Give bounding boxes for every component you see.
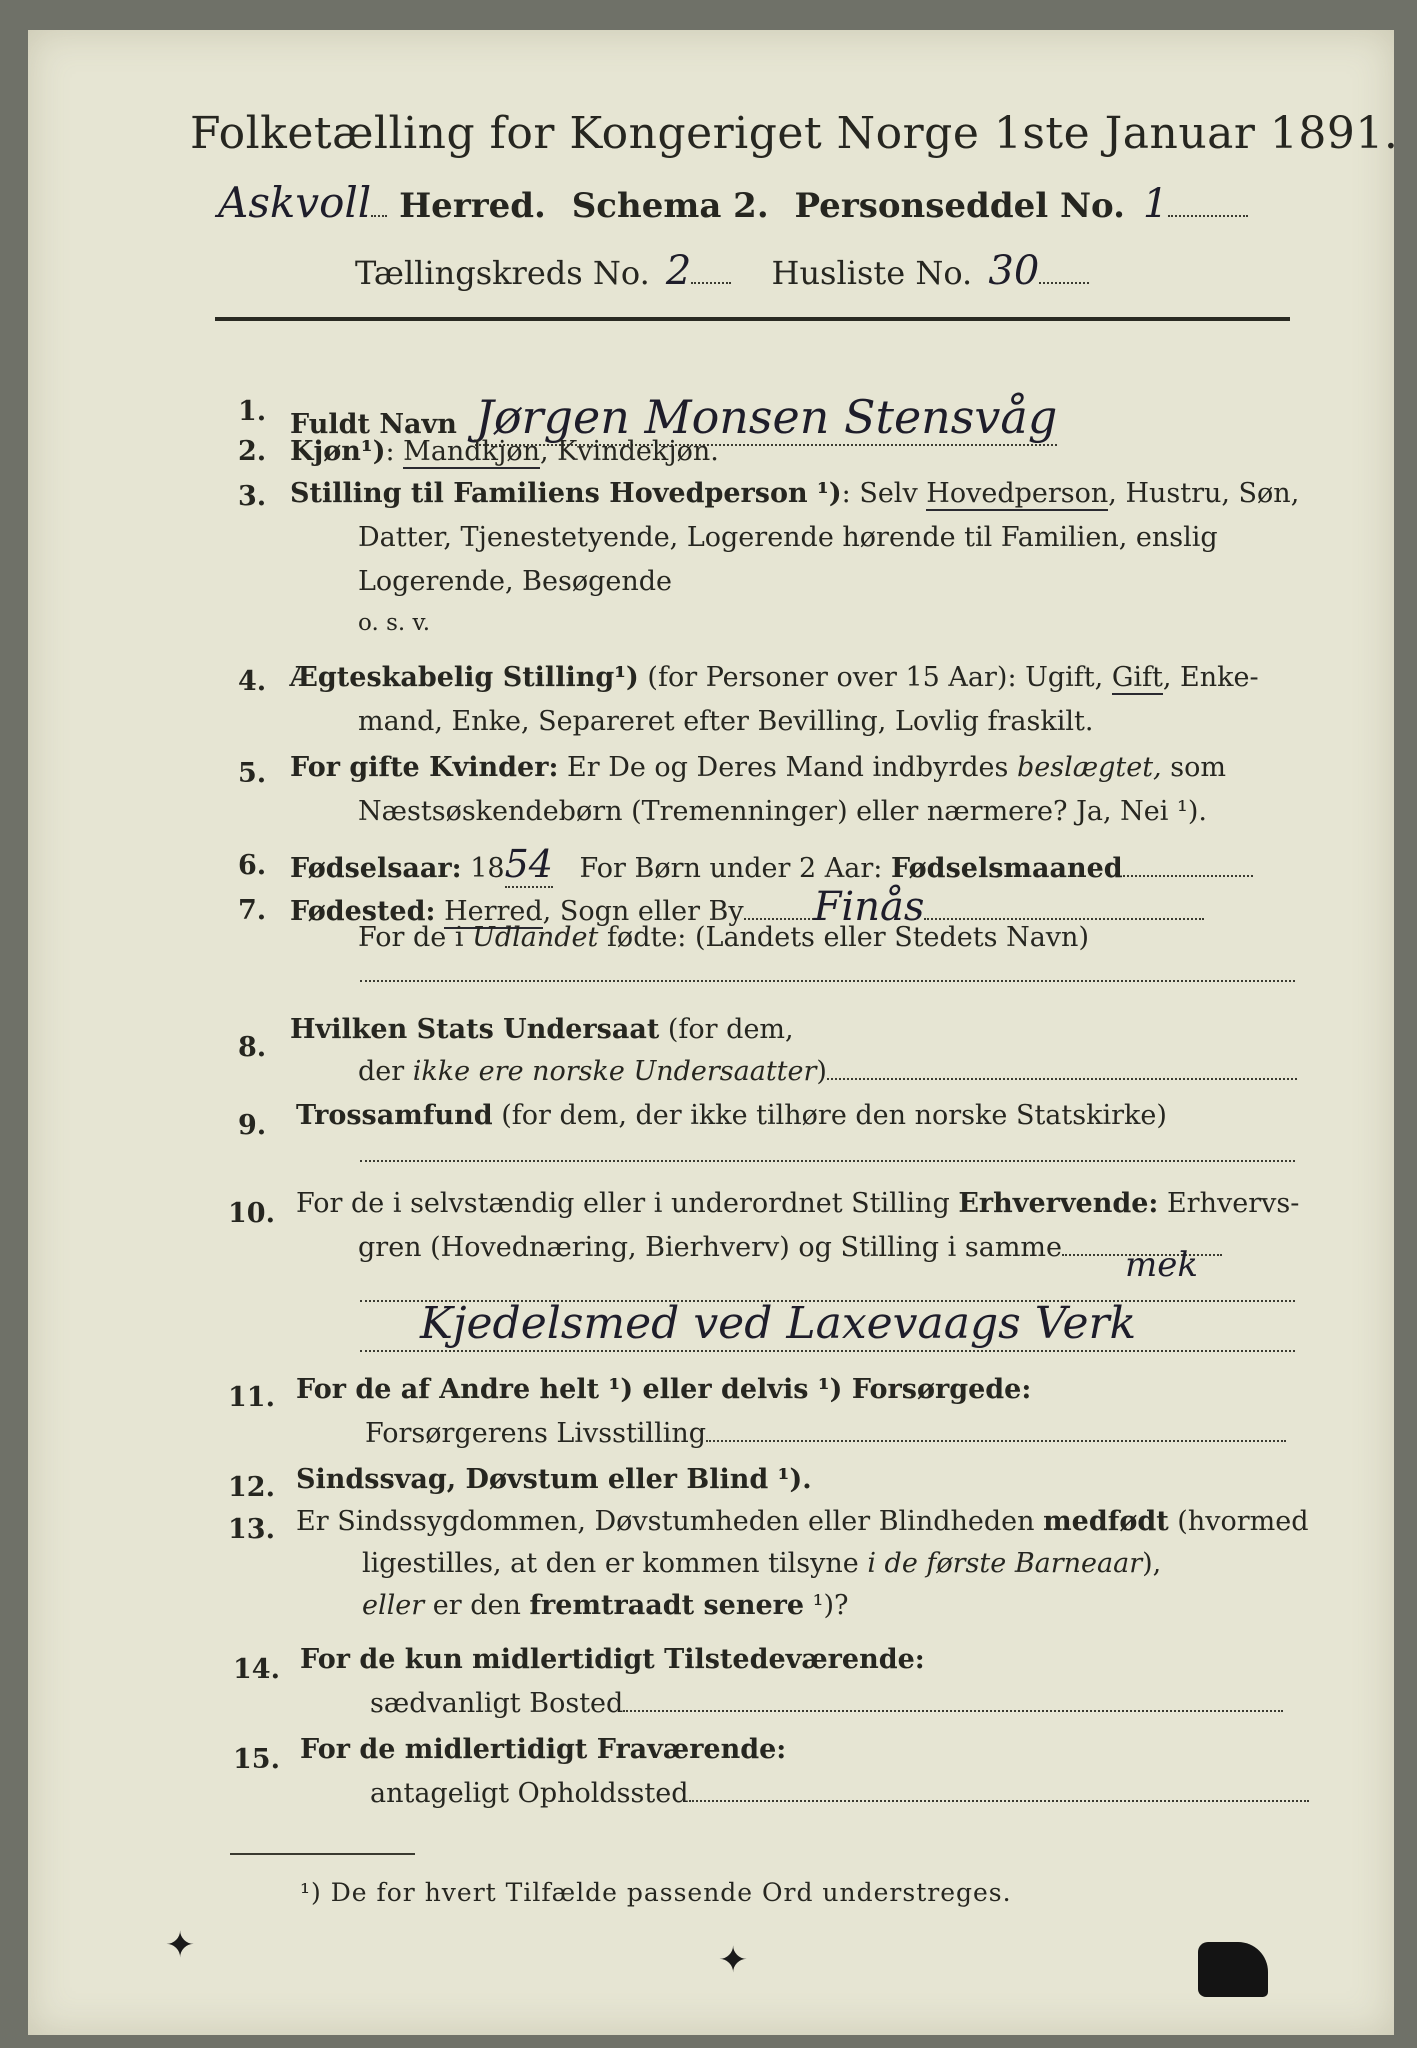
item-number: 10. <box>228 1198 275 1229</box>
full-name-label: Fuldt Navn <box>290 409 457 440</box>
fodselsaar-value: 54 <box>504 842 553 886</box>
gifte-kvinder-line2: Næstsøskendebørn (Tremenninger) eller nærmere? Ja, Nei ¹). <box>358 796 1207 827</box>
header-rule <box>215 317 1290 321</box>
tilstede-label: For de kun midlertidigt Tilstedeværende: <box>300 1644 925 1675</box>
undersaat-text: (for dem, <box>667 1014 794 1045</box>
item-aegteskab-line1: Ægteskabelig Stilling¹) (for Personer over 15 Aar): Ugift, Gift, Enke- <box>290 662 1259 693</box>
item-gifte-kvinder-line1 <box>290 752 1226 783</box>
fodested-blank-line <box>360 980 1295 982</box>
stilling-line3: Logerende, Besøgende <box>358 566 672 597</box>
item-number: 2. <box>238 436 267 467</box>
fodested-herred: Herred <box>444 896 543 927</box>
aegteskab-enke: , Enke- <box>1162 662 1259 693</box>
footnote: ¹) De for hvert Tilfælde passende Ord understreges. <box>300 1878 1012 1907</box>
kjon-kvindekjon: , Kvindekjøn. <box>539 436 719 467</box>
fodselsaar-prefix: 18 <box>470 853 505 884</box>
gifte-kvinder-text: Er De og Deres Mand indbyrdes <box>567 752 1017 783</box>
item-erhverv-line1 <box>296 1188 1299 1219</box>
taellingskreds-line <box>355 248 1089 294</box>
medfodt-eller: eller <box>362 1590 425 1621</box>
form-title: Folketælling for Kongeriget Norge 1ste Januar 1891. <box>190 108 1399 159</box>
medfodt-line3 <box>362 1590 848 1621</box>
herred-name: Askvoll <box>218 178 372 227</box>
aegteskab-text: (for Personer over 15 Aar): Ugift, <box>647 662 1112 693</box>
item-fodselsaar <box>290 842 1253 886</box>
medfodt-text-c: (hvormed <box>1168 1506 1309 1537</box>
medfodt-line2-a: ligestilles, at den er kommen tilsyne <box>362 1548 868 1579</box>
stilling-line4: o. s. v. <box>358 610 431 636</box>
undersaat-line2 <box>358 1056 1297 1087</box>
medfodt-q: ¹)? <box>804 1590 849 1621</box>
trossamfund-label: Trossamfund <box>296 1100 493 1131</box>
item-number: 9. <box>238 1110 267 1141</box>
udland-text-b: Udlandet <box>472 922 599 953</box>
item-number: 12. <box>228 1472 275 1503</box>
medfodt-text-a: Er Sindssygdommen, Døvstumheden eller Blindheden <box>296 1506 1044 1537</box>
herred-label: Herred. <box>399 186 546 226</box>
fravaerende-label: For de midlertidigt Fraværende: <box>300 1734 787 1765</box>
gifte-kvinder-beslaegtet: beslægtet, <box>1016 752 1162 783</box>
sindssvag-label: Sindssvag, Døvstum eller Blind ¹). <box>296 1464 812 1495</box>
medfodt-label: medfødt <box>1043 1506 1169 1537</box>
udland-text-a: For de i <box>358 922 473 953</box>
erhverv-gren-text: gren (Hovednæring, Bierhverv) og Stilling i samme <box>358 1232 1063 1263</box>
item-number: 15. <box>233 1744 280 1775</box>
center-mark-icon: ✦ <box>718 1940 749 1981</box>
erhverv-line2 <box>358 1232 1222 1263</box>
husliste-no: 30 <box>988 248 1040 294</box>
fodselsaar-born-text: For Børn under 2 Aar: <box>579 853 883 884</box>
stilling-line2: Datter, Tjenestetyende, Logerende hørende til Familien, enslig <box>358 522 1218 553</box>
schema-label: Schema 2. <box>571 186 769 226</box>
fodselsaar-label: Fødselsaar: <box>290 853 462 884</box>
undersaat-der: der <box>358 1056 413 1087</box>
personseddel-no: 1 <box>1142 181 1169 227</box>
fodested-label: Fødested: <box>290 896 436 927</box>
item-number: 14. <box>233 1654 280 1685</box>
item-number: 13. <box>228 1514 275 1545</box>
forsorger-livsstilling: Forsørgerens Livsstilling <box>365 1418 707 1449</box>
fodested-value: Finås <box>813 884 925 930</box>
medfodt-line2 <box>362 1548 1161 1579</box>
item-trossamfund <box>296 1100 1167 1131</box>
full-name-value: Jørgen Monsen Stensvåg <box>475 390 1058 444</box>
opholdssted: antageligt Opholdssted <box>370 1778 689 1809</box>
fodested-options: , Sogn eller By <box>542 896 744 927</box>
fodested-line2 <box>358 922 1089 953</box>
undersaat-ikke: ikke ere norske Undersaatter <box>412 1056 817 1087</box>
item-medfodt-line1 <box>296 1506 1309 1537</box>
udland-text-c: fødte: (Landets eller Stedets Navn) <box>598 922 1089 953</box>
undersaat-label: Hvilken Stats Undersaat <box>290 1014 660 1045</box>
item-stilling-line1: Stilling til Familiens Hovedperson ¹): Selv Hovedperson, Hustru, Søn, <box>290 478 1300 509</box>
item-number: 8. <box>238 1032 267 1063</box>
item-number: 5. <box>238 758 267 789</box>
item-number: 3. <box>238 481 267 512</box>
stilling-hovedperson: Hovedperson <box>926 478 1109 509</box>
taellingskreds-no: 2 <box>665 248 692 294</box>
erhverv-value-line <box>360 1350 1295 1352</box>
fodselsmaaned-label: Fødselsmaaned <box>890 853 1123 884</box>
gifte-kvinder-som: som <box>1161 752 1226 783</box>
tilstede-line2 <box>370 1688 1283 1719</box>
stilling-selv: Selv <box>859 478 927 509</box>
corner-mark-icon: ✦ <box>165 1925 196 1966</box>
saedvanligt-bosted: sædvanligt Bosted <box>370 1688 624 1719</box>
erhverv-label: Erhvervende: <box>958 1188 1159 1219</box>
stilling-label: Stilling til Familiens Hovedperson <box>290 478 808 509</box>
medfodt-line2-c: ), <box>1142 1548 1162 1579</box>
erhverv-text-a: For de i selvstændig eller i underordnet Stilling <box>296 1188 959 1219</box>
herred-line <box>218 178 1248 227</box>
trossamfund-text: (for dem, der ikke tilhøre den norske Statskirke) <box>501 1100 1167 1131</box>
erhverv-value-top: mek <box>1125 1245 1198 1285</box>
item-number: 6. <box>238 850 267 881</box>
erhverv-value: Kjedelsmed ved Laxevaags Verk <box>420 1298 1137 1349</box>
trossamfund-blank-line <box>360 1160 1295 1162</box>
medfodt-line2-b: i de første Barneaar <box>867 1548 1143 1579</box>
aegteskab-gift: Gift <box>1111 662 1163 693</box>
medfodt-er-den: er den <box>424 1590 530 1621</box>
aegteskab-label: Ægteskabelig Stilling <box>290 662 615 693</box>
footnote-rule <box>230 1853 415 1855</box>
ink-blot <box>1198 1942 1268 1997</box>
personseddel-label: Personseddel No. <box>794 186 1125 226</box>
forsorgede-label: For de af Andre helt ¹) eller delvis ¹) Forsørgede: <box>296 1374 1032 1405</box>
item-number: 1. <box>238 396 267 427</box>
kjon-label: Kjøn <box>290 436 361 467</box>
item-number: 7. <box>238 895 267 926</box>
aegteskab-line2: mand, Enke, Separeret efter Bevilling, Lovlig fraskilt. <box>358 706 1094 737</box>
stilling-options-a: , Hustru, Søn, <box>1108 478 1300 509</box>
kjon-mandkjon: Mandkjøn <box>403 436 540 467</box>
item-kjon: Kjøn¹): Mandkjøn, Kvindekjøn. <box>290 436 719 467</box>
erhverv-erhvervs: Erhvervs- <box>1158 1188 1300 1219</box>
gifte-kvinder-label: For gifte Kvinder: <box>290 752 559 783</box>
husliste-label: Husliste No. <box>771 254 973 292</box>
fravaerende-line2 <box>370 1778 1309 1809</box>
item-undersaat-line1 <box>290 1014 794 1045</box>
medfodt-senere: fremtraadt senere <box>529 1590 805 1621</box>
item-number: 11. <box>228 1382 275 1413</box>
taellingskreds-label: Tællingskreds No. <box>355 254 650 292</box>
undersaat-paren: ) <box>816 1056 827 1087</box>
forsorgede-line2 <box>365 1418 1286 1449</box>
item-number: 4. <box>238 666 267 697</box>
